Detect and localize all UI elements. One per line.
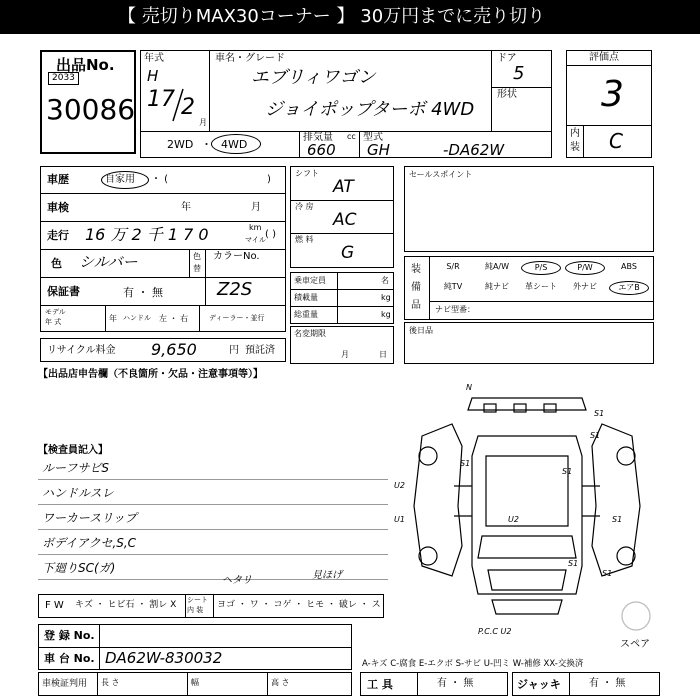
shift-value: AT [333, 177, 354, 197]
glass-items: キズ ・ ヒビ石 ・ 割レ X [75, 600, 177, 610]
lot-label: 出品No. [56, 56, 115, 74]
mark-u2-a: U2 [394, 481, 405, 490]
mileage-label: 走行 [47, 229, 69, 242]
glass-anno-2: 見ほげ [312, 570, 342, 581]
equipment-item: S/R [446, 262, 460, 271]
mark-s1-d: S1 [562, 467, 573, 476]
jack-box [512, 672, 660, 696]
equipment-item: ABS [621, 262, 637, 271]
drive-sep: ・ [201, 138, 212, 151]
mark-s1-c: S1 [460, 459, 471, 468]
inspector-note-3: ワーカースリップ [42, 511, 137, 525]
inspection-month: 月 [251, 202, 261, 213]
seats-label: 乗車定員 [294, 276, 326, 285]
recycle-note: 預託済 [245, 345, 275, 356]
aircon-label: 冷 房 [295, 202, 314, 211]
car-diagram [392, 376, 662, 646]
equipment-label-1: 装 [411, 264, 421, 275]
year-era: H [147, 67, 159, 85]
mark-s1-a: S1 [594, 409, 605, 418]
equipment-item: 純A/W [484, 262, 510, 271]
history-close: ) [267, 174, 271, 185]
cert-width: 幅 [191, 678, 199, 687]
equipment-item: 革シート [525, 282, 557, 291]
history-label: 車歴 [47, 173, 69, 186]
drive-2wd: 2WD [167, 138, 194, 151]
month-unit: 月 [199, 118, 207, 127]
equipment-label-2: 備 [411, 282, 421, 293]
retrofit-label: 後日品 [409, 326, 433, 335]
mark-s1-e: S1 [612, 515, 623, 524]
shift-box [290, 166, 394, 268]
chassis-label: 車 台 No. [44, 652, 95, 665]
score-value: 3 [601, 74, 624, 115]
mark-u2-b: U2 [508, 515, 519, 524]
fuel-value: G [341, 243, 355, 263]
recycle-unit: 円 [229, 345, 239, 356]
glass-anno-1: ヘタリ [222, 575, 252, 586]
load-unit: kg [381, 293, 391, 302]
equipment-box [404, 256, 654, 320]
jack-value: 有 ・ 無 [589, 678, 626, 689]
inspection-year: 年 [181, 202, 191, 213]
mileage-value: 16 万 2 千 1 7 0 [85, 225, 209, 244]
displacement-label: 排気量 [303, 132, 333, 143]
declaration-label: 【出品店申告欄（不良箇所・欠品・注意事項等）】 [38, 369, 263, 380]
history-rest: ・ ( [151, 174, 169, 185]
mark-s1-f: S1 [568, 559, 579, 568]
inspector-note-5: 下廻りSC(ガ) [42, 561, 116, 575]
displacement-value: 660 [307, 141, 336, 159]
interior-value: C [609, 129, 623, 153]
color-value: シルバー [79, 253, 138, 271]
shape-label: 形状 [497, 89, 517, 100]
capacity-box [290, 272, 394, 324]
rename-month: 月 [341, 350, 349, 359]
nav-model-label: ナビ型番： [435, 305, 475, 314]
mark-pcc: P.C.C U2 [478, 627, 512, 636]
history-value: 自家用 [105, 174, 135, 185]
year-month: 2 [181, 95, 195, 120]
mileage-unit-mile: マイル [245, 236, 266, 244]
score-box [566, 50, 652, 158]
lot-code: 2033 [48, 72, 79, 85]
handle-label: ハンドル [123, 314, 151, 322]
year-label: 年式 [144, 53, 164, 64]
detail-box [40, 166, 286, 332]
mark-s1-b: S1 [590, 431, 601, 440]
recycle-label: リサイクル料金 [47, 345, 116, 356]
banner-text: 【 売切りMAX30コーナー 】 30万円までに売り切り [118, 6, 546, 27]
mark-n: N [466, 383, 472, 392]
inspector-note-4: ボデイアクセ,S,C [42, 536, 137, 550]
model-code-prefix: GH [367, 141, 390, 159]
cert-height: 高 さ [271, 678, 290, 687]
year-value: 17 [147, 87, 175, 112]
score-label: 評価点 [589, 52, 619, 63]
weight-unit: kg [381, 310, 391, 319]
title-banner [0, 0, 700, 34]
load-label: 積載量 [294, 293, 318, 302]
glass-label: F W [45, 600, 64, 611]
mileage-paren: ( ) [265, 229, 276, 240]
tools-box [360, 672, 508, 696]
inspector-label: 【検査員記入】 [38, 445, 108, 456]
mileage-unit-km: km [249, 223, 262, 232]
equipment-item: P/W [565, 261, 605, 275]
drive-4wd: 4WD [221, 138, 248, 151]
model-code-value: -DA62W [443, 141, 505, 159]
cert-length: 長 さ [101, 678, 120, 687]
sales-point-box [404, 166, 654, 252]
weight-label: 総重量 [294, 310, 318, 319]
color-change-1: 色 [193, 252, 201, 261]
recycle-box [40, 338, 286, 362]
cert-label: 車検証判用 [42, 679, 88, 689]
inspector-note-2: ハンドルスレ [42, 486, 114, 500]
tools-value: 有 ・ 無 [437, 678, 474, 689]
chassis-value: DA62W-830032 [105, 649, 223, 667]
aircon-value: AC [333, 210, 357, 230]
warranty-label: 保証書 [47, 285, 80, 298]
color-no-value: Z2S [217, 279, 253, 300]
cert-box [38, 672, 352, 696]
inspection-label: 車検 [47, 201, 69, 214]
model-name: エブリィワゴン [251, 67, 376, 88]
model-grade: ジョイポップターボ 4WD [265, 99, 475, 120]
spare-label: スペア [620, 639, 650, 650]
equipment-item: P/S [521, 261, 561, 275]
displacement-unit: cc [347, 132, 356, 141]
equipment-item: 外ナビ [573, 282, 597, 291]
model-label: 車名・グレード [215, 53, 285, 64]
sales-point-label: セールスポイント [409, 170, 473, 179]
seat-items: ヨゴ ・ ワ ・ コゲ ・ ヒモ ・ 破レ ・ ス [217, 600, 381, 610]
retrofit-box [404, 322, 654, 364]
recycle-value: 9,650 [151, 340, 197, 359]
lot-box [40, 50, 136, 154]
seats-unit: 名 [381, 276, 389, 285]
color-label: 色 [51, 257, 62, 270]
equipment-label-3: 品 [411, 300, 421, 311]
mark-s1-g: S1 [602, 569, 613, 578]
model-year-label-2: 年 式 [45, 318, 62, 326]
rename-label: 名変期限 [294, 329, 326, 338]
interior-label-2: 装 [570, 142, 580, 153]
registration-label: 登 録 No. [44, 629, 95, 642]
model-year-unit: 年 [109, 314, 117, 323]
doors-label: ドア [497, 53, 517, 64]
lot-number: 30086 [46, 93, 136, 126]
equipment-item: 純TV [443, 282, 463, 291]
fuel-label: 燃 料 [295, 235, 314, 244]
registration-box [38, 624, 352, 670]
model-year-label-1: モデル [45, 308, 66, 316]
vehicle-info-box [140, 50, 552, 158]
color-no-label: カラーNo. [213, 251, 260, 262]
equipment-item: 純ナビ [485, 282, 509, 291]
seat-label-2: 内 装 [187, 606, 204, 614]
handle-value: 左 ・ 右 [159, 314, 189, 323]
rename-day: 日 [379, 350, 387, 359]
dealer-label: ディーラー・並行 [209, 314, 265, 322]
inspector-note-1: ルーフサビS [42, 461, 110, 475]
equipment-item: エアB [609, 281, 649, 295]
warranty-value: 有 ・ 無 [123, 286, 163, 299]
doors-value: 5 [513, 63, 525, 84]
seat-label-1: シート [187, 596, 208, 604]
glass-row-box [38, 594, 384, 618]
color-change-2: 替 [193, 264, 201, 273]
model-code-label: 型式 [363, 132, 383, 143]
shift-label: シフト [295, 169, 319, 178]
damage-legend: A-キズ C-腐食 E-エクボ S-サビ U-凹ミ W-補修 XX-交換済 [362, 659, 584, 669]
tools-label: 工 具 [367, 678, 393, 691]
mark-u1: U1 [394, 515, 405, 524]
interior-label-1: 内 [570, 128, 580, 139]
rename-box [290, 326, 394, 364]
jack-label: ジャッキ [517, 678, 561, 691]
